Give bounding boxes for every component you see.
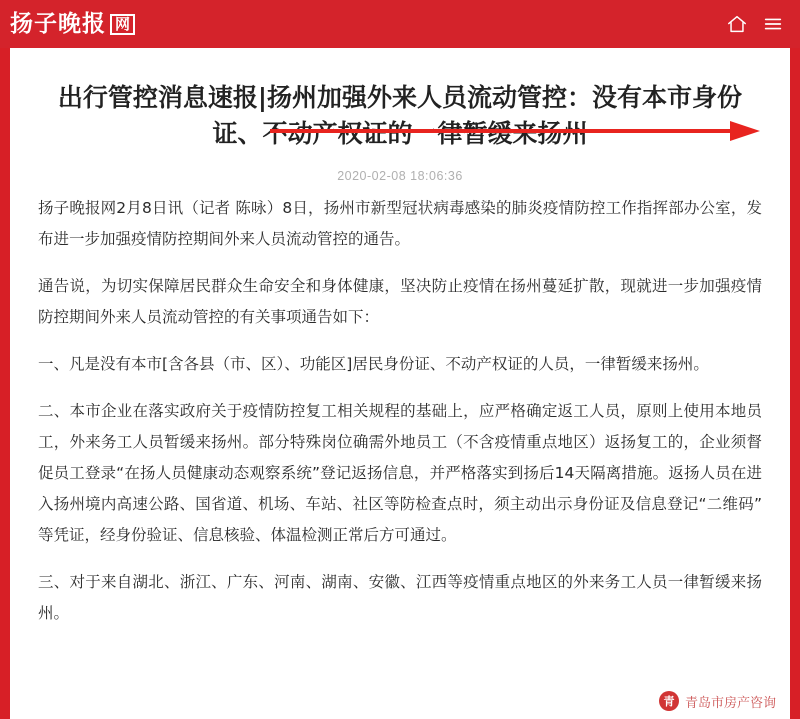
publish-timestamp: 2020-02-08 18:06:36 [337, 168, 463, 183]
article-paragraph: 三、对于来自湖北、浙江、广东、河南、湖南、安徽、江西等疫情重点地区的外来务工人员一律暂缓来扬州。 [38, 572, 762, 622]
article-paragraph: 一、凡是没有本市[含各县（市、区）、功能区]居民身份证、不动产权证的人员，一律暂缓来扬州。 [38, 354, 709, 373]
menu-icon[interactable] [762, 13, 784, 35]
site-logo-badge: 网 [110, 14, 135, 35]
article-paragraph: 扬子晚报网2月8日讯（记者 陈咏）8日，扬州市新型冠状病毒感染的肺炎疫情防控工作指挥部办公室，发布进一步加强疫情防控期间外来人员流动管控的通告。 [38, 198, 762, 248]
home-icon[interactable] [726, 13, 748, 35]
site-logo[interactable] [10, 7, 135, 41]
article-sheet [10, 48, 790, 719]
page-title: 出行管控消息速报|扬州加强外来人员流动管控：没有本市身份证、不动产权证的一律暂缓来扬州 [57, 83, 743, 149]
app-header [0, 0, 800, 48]
article-body [38, 193, 762, 629]
article-paragraph: 通告说，为切实保障居民群众生命安全和身体健康，坚决防止疫情在扬州蔓延扩散，现就进一步加强疫情防控期间外来人员流动管控的有关事项通告如下： [38, 276, 762, 326]
header-actions [726, 13, 784, 35]
site-logo-text: 扬子晚报 [10, 10, 106, 37]
watermark-text: 青岛市房产咨询 [684, 695, 776, 711]
watermark [659, 691, 776, 711]
watermark-logo-icon: 青 [659, 691, 679, 711]
article-paragraph: 二、本市企业在落实政府关于疫情防控复工相关规程的基础上，应严格确定返工人员，原则上使用本地员工，外来务工人员暂缓来扬州。部分特殊岗位确需外地员工（不含疫情重点地区）返扬复工的，企业须督促员工登录“在扬人员健康动态观察系统”登记返扬信息，并严格落实到扬后14天隔离措施。返扬人员在进入扬州境内高速公路、国省道、机场、车站、社区等防检查点时，须主动出示身份证及信息登记“二维码”等凭证，经身份验证、信息核验、体温检测正常后方可通过。 [38, 401, 762, 544]
